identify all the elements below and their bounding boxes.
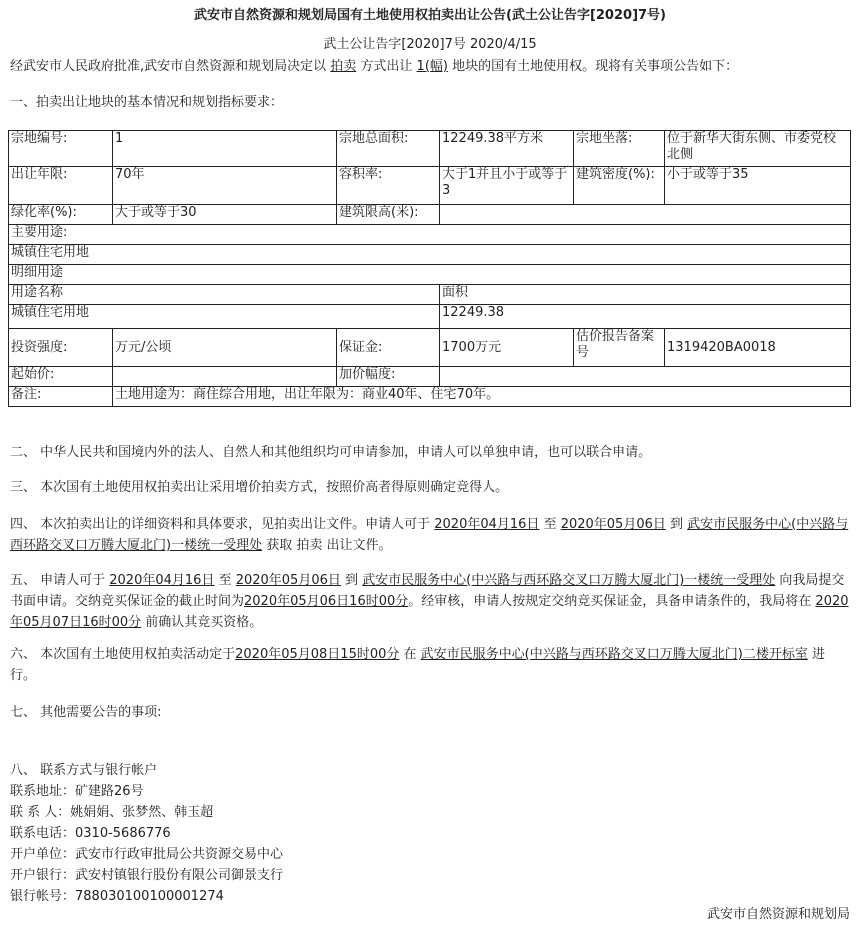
- p4-start-date: 2020年04月16日: [434, 517, 540, 532]
- paragraph-5: [10, 570, 850, 633]
- paragraph-6: [10, 644, 850, 686]
- term-value: 70年: [113, 167, 337, 205]
- p5-start-date: 2020年04月16日: [109, 573, 215, 588]
- account-bank: 开户银行：武安村镇银行股份有限公司御景支行: [10, 868, 284, 883]
- issuer-signature: 武安市自然资源和规划局: [706, 907, 850, 922]
- invest-value: 万元/公顷: [113, 329, 337, 367]
- density-label: 建筑密度(%):: [574, 167, 665, 205]
- paragraph-3: 三、 本次国有土地使用权拍卖出让采用增价拍卖方式，按照价高者得原则确定竞得人。: [10, 480, 509, 495]
- density-value: 小于或等于35: [665, 167, 851, 205]
- height-value: [440, 205, 851, 225]
- paragraph-2: 二、 中华人民共和国境内外的法人、自然人和其他组织均可申请参加，申请人可以单独申请，也可以联合申请。: [10, 445, 652, 460]
- section-1-heading: 一、拍卖出让地块的基本情况和规划指标要求：: [10, 95, 284, 110]
- p5-text-c: 到: [340, 573, 363, 588]
- parcel-no-value: 1: [113, 131, 337, 167]
- contact-address: 联系地址：矿建路26号: [10, 784, 144, 799]
- intro-paragraph: [10, 58, 855, 76]
- main-use-value: 城镇住宅用地: [9, 245, 851, 265]
- detail-use-label: 明细用途: [9, 265, 851, 285]
- p5-end-date: 2020年05月06日: [235, 573, 341, 588]
- p6-text-b: 在: [399, 647, 421, 662]
- far-label: 容积率:: [337, 167, 440, 205]
- p4-text-a: 四、 本次拍卖出让的详细资料和具体要求，见拍卖出让文件。申请人可于: [10, 517, 435, 532]
- notice-number-date: 武土公让告字[2020]7号 2020/4/15: [323, 37, 537, 52]
- contact-phone: 联系电话：0310-5686776: [10, 826, 171, 841]
- p5-text-f: 前确认其竞买资格。: [141, 615, 263, 630]
- use-area-header: 面积: [440, 285, 851, 305]
- parcel-no-label: 宗地编号:: [9, 131, 113, 167]
- p4-text-b: 至: [539, 517, 561, 532]
- p5-confirm-date: 2020年05月07日16时00分: [10, 594, 849, 630]
- intro-text-a: 经武安市人民政府批准,武安市自然资源和规划局决定以: [10, 59, 331, 74]
- remark-value: 土地用途为：商住综合用地，出让年限为：商业40年、住宅70年。: [113, 387, 851, 407]
- use-name-header: 用途名称: [9, 285, 440, 305]
- paragraph-7: 七、 其他需要公告的事项:: [10, 705, 162, 720]
- use-name-value: 城镇住宅用地: [9, 305, 440, 329]
- appraisal-value: 1319420BA0018: [665, 329, 851, 367]
- start-price-value: [113, 367, 337, 387]
- location-value: 位于新华大街东侧、市委党校北侧: [665, 131, 851, 167]
- contact-people: 联 系 人：姚娟娟、张梦然、韩玉超: [10, 805, 214, 820]
- invest-label: 投资强度:: [9, 329, 113, 367]
- p6-text-a: 六、 本次国有土地使用权拍卖活动定于: [10, 647, 236, 662]
- term-label: 出让年限:: [9, 167, 113, 205]
- contact-heading: 八、 联系方式与银行帐户: [10, 763, 158, 778]
- p6-place: 武安市民服务中心(中兴路与西环路交叉口万腾大厦北门)二楼开标室: [420, 647, 808, 662]
- start-price-label: 起始价:: [9, 367, 113, 387]
- green-label: 绿化率(%):: [9, 205, 113, 225]
- p5-place: 武安市民服务中心(中兴路与西环路交叉口万腾大厦北门)一楼统一受理处: [362, 573, 776, 588]
- p4-end-date: 2020年05月06日: [560, 517, 666, 532]
- account-number: 银行帐号：788030100100001274: [10, 889, 224, 904]
- p5-text-d: 向我局提交书面申请。交纳竞买保证金的截止时间为: [10, 573, 845, 609]
- appraisal-label: 估价报告备案号: [574, 329, 665, 367]
- area-value: 12249.38平方米: [440, 131, 574, 167]
- far-value: 大于1并且小于或等于3: [440, 167, 574, 205]
- p5-text-a: 五、 申请人可于: [10, 573, 110, 588]
- paragraph-4: [10, 514, 850, 556]
- location-label: 宗地坐落:: [574, 131, 665, 167]
- intro-text-b: 方式出让: [356, 59, 417, 74]
- area-label: 宗地总面积:: [337, 131, 440, 167]
- increment-value: [440, 367, 851, 387]
- deposit-value: 1700万元: [440, 329, 574, 367]
- contact-block: [10, 760, 283, 907]
- parcel-info-table: [8, 130, 851, 407]
- p4-text-c: 到: [665, 517, 688, 532]
- height-label: 建筑限高(米):: [337, 205, 440, 225]
- p5-deposit-deadline: 2020年05月06日16时00分: [244, 594, 409, 609]
- account-unit: 开户单位：武安市行政审批局公共资源交易中心: [10, 847, 284, 862]
- p6-text-c: 进行。: [10, 647, 825, 683]
- parcel-count: 1(幅): [416, 59, 448, 74]
- p6-auction-time: 2020年05月08日15时00分: [235, 647, 400, 662]
- p4-text-d: 获取 拍卖 出让文件。: [262, 538, 392, 553]
- p5-text-b: 至: [214, 573, 236, 588]
- p4-place: 武安市民服务中心(中兴路与西环路交叉口万腾大厦北门)一楼统一受理处: [10, 517, 849, 553]
- green-value: 大于或等于30: [113, 205, 337, 225]
- increment-label: 加价幅度:: [337, 367, 440, 387]
- main-use-label: 主要用途:: [9, 225, 851, 245]
- use-area-value: 12249.38: [440, 305, 851, 329]
- deposit-label: 保证金:: [337, 329, 440, 367]
- page-title: 武安市自然资源和规划局国有土地使用权拍卖出让公告(武土公让告字[2020]7号): [194, 8, 666, 23]
- remark-label: 备注:: [9, 387, 113, 407]
- sale-method: 拍卖: [330, 59, 357, 74]
- intro-text-c: 地块的国有土地使用权。现将有关事项公告如下：: [447, 59, 739, 74]
- p5-text-e: 。经审核，申请人按规定交纳竞买保证金，具备申请条件的，我局将在: [408, 594, 816, 609]
